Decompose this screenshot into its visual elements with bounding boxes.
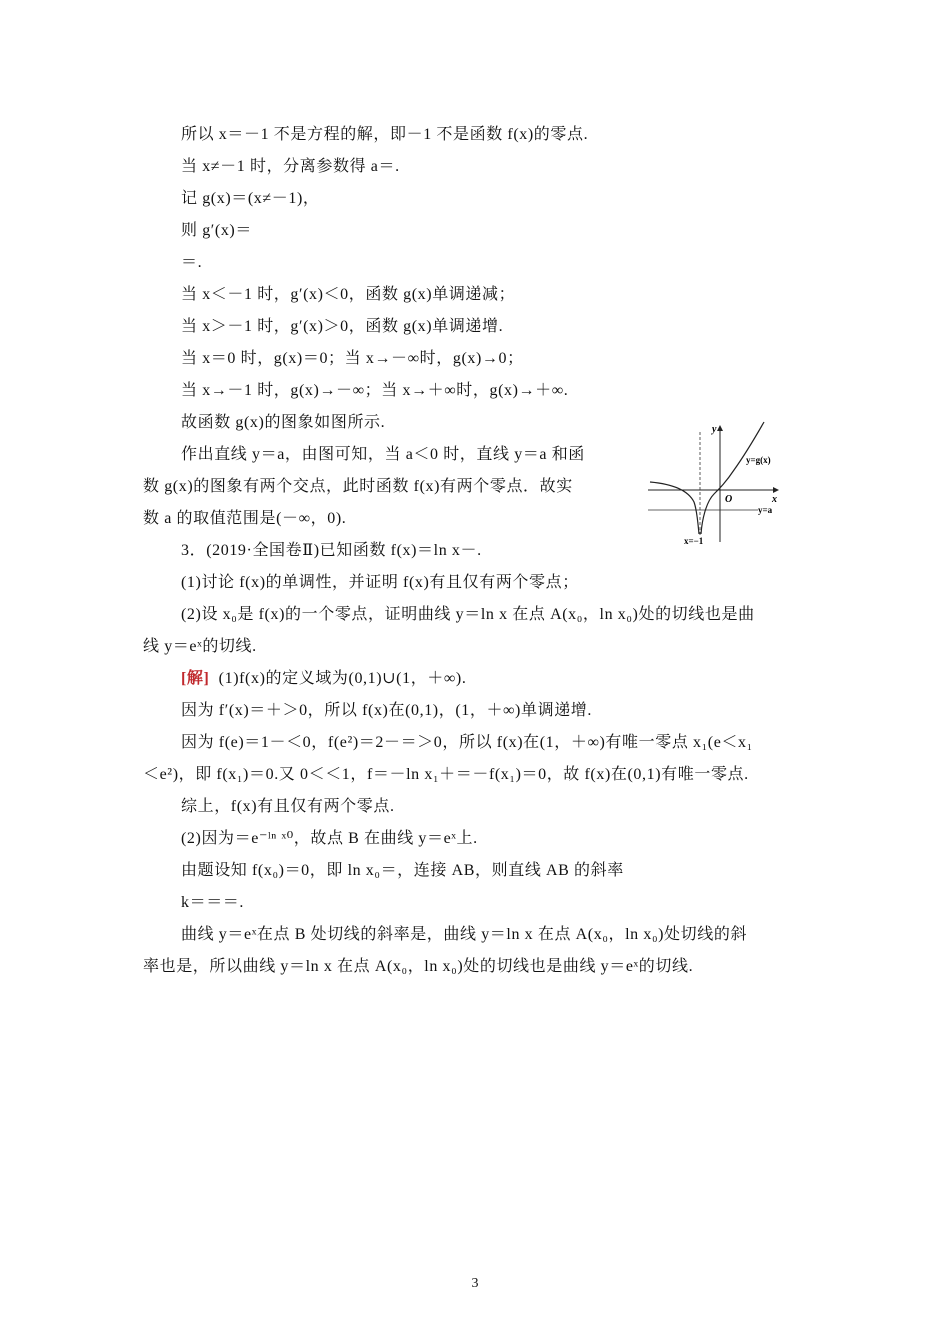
text-line: 故函数 g(x)的图象如图所示. <box>181 414 386 431</box>
solution-line <box>181 669 466 689</box>
text-line: 数 a 的取值范围是(－∞，0). <box>143 510 347 527</box>
text-line: 则 g′(x)＝ <box>181 222 252 239</box>
line-label: y=a <box>758 505 773 515</box>
text-line: 因为 f′(x)＝＋＞0，所以 f(x)在(0,1)，(1，＋∞)单调递增. <box>181 702 592 719</box>
curve-label: y=g(x) <box>746 455 771 465</box>
page-number: 3 <box>471 1276 479 1291</box>
text-line: 当 x→－1 时，g(x)→－∞；当 x→＋∞时，g(x)→＋∞. <box>181 382 569 399</box>
text-line: ＜e²)，即 f(x₁)＝0.又 0＜＜1，f＝－ln x₁＋＝－f(x₁)＝0，故 f(x)在(0,1)有唯一零点. <box>143 766 749 783</box>
text-line: (2)设 x₀是 f(x)的一个零点，证明曲线 y＝ln x 在点 A(x₀，ln x₀)处的切线也是曲 <box>181 606 755 623</box>
text-line: 综上，f(x)有且仅有两个零点. <box>181 798 395 815</box>
solution-tag: [解] <box>181 670 210 687</box>
text-line: 作出直线 y＝a，由图可知，当 a＜0 时，直线 y＝a 和函 <box>181 446 585 463</box>
text-line: 当 x≠－1 时，分离参数得 a＝. <box>181 158 400 175</box>
curve-right-branch <box>701 422 764 534</box>
text-line: 当 x＞－1 时，g′(x)＞0，函数 g(x)单调递增. <box>181 318 504 335</box>
text-line: 率也是，所以曲线 y＝ln x 在点 A(x₀，ln x₀)处的切线也是曲线 y＝eˣ的切线. <box>143 958 694 975</box>
problem-heading: 3．(2019·全国卷Ⅱ)已知函数 f(x)＝ln x－. <box>181 542 482 559</box>
text-line: 当 x＝0 时，g(x)＝0；当 x→－∞时，g(x)→0； <box>181 350 524 367</box>
y-axis-label: y <box>712 424 717 435</box>
function-graph <box>648 420 798 548</box>
text-line: 由题设知 f(x₀)＝0，即 ln x₀＝，连接 AB，则直线 AB 的斜率 <box>181 862 624 879</box>
text-line: 数 g(x)的图象有两个交点，此时函数 f(x)有两个零点．故实 <box>143 478 573 495</box>
origin-label: O <box>725 494 733 505</box>
text-line: (1)讨论 f(x)的单调性，并证明 f(x)有且仅有两个零点； <box>181 574 579 591</box>
asymptote-label: x=−1 <box>684 536 704 546</box>
text-line: (2)因为＝e⁻ˡⁿ ˣ⁰，故点 B 在曲线 y＝eˣ上. <box>181 830 478 847</box>
text-line: 当 x＜－1 时，g′(x)＜0，函数 g(x)单调递减； <box>181 286 516 303</box>
text-line: 因为 f(e)＝1－＜0，f(e²)＝2－＝＞0，所以 f(x)在(1，＋∞)有唯一零点 x₁(e＜x₁ <box>181 734 753 751</box>
text-line: ＝. <box>181 254 203 271</box>
text-line: 线 y＝eˣ的切线. <box>143 638 257 655</box>
text-line: 曲线 y＝eˣ在点 B 处切线的斜率是，曲线 y＝ln x 在点 A(x₀，ln x₀)处切线的斜 <box>181 926 748 943</box>
text-line: k＝＝＝. <box>181 894 245 911</box>
text-line: 所以 x＝－1 不是方程的解，即－1 不是函数 f(x)的零点. <box>181 126 589 143</box>
solution-text: (1)f(x)的定义域为(0,1)∪(1，＋∞). <box>218 670 467 687</box>
x-axis-label: x <box>772 494 777 505</box>
text-line: 记 g(x)＝(x≠－1)， <box>181 190 320 207</box>
